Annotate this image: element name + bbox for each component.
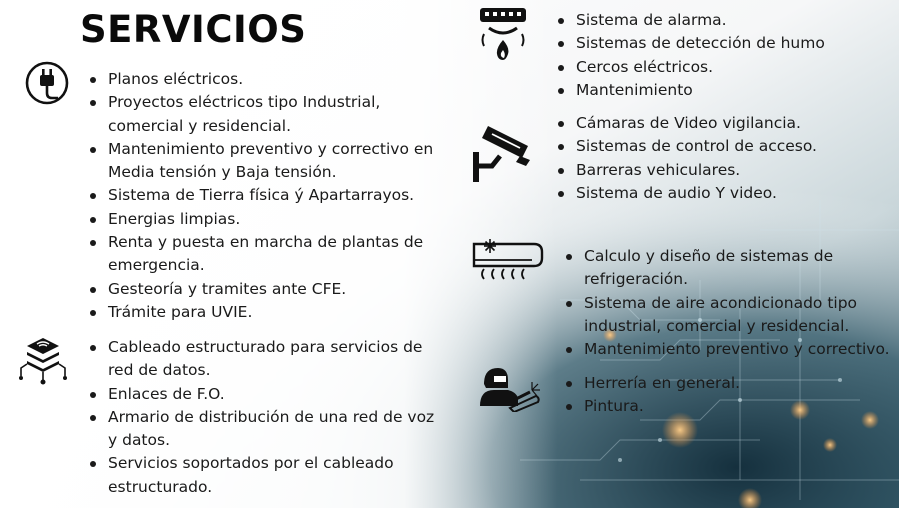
list-item: Sistema de aire acondicionado tipo industrial, comercial y residencial. [564,292,894,339]
list-item: Renta y puesta en marcha de plantas de emergencia. [88,231,448,278]
list-item: Sistemas de control de acceso. [556,135,886,158]
list-item: Sistema de alarma. [556,9,886,32]
list-item: Calculo y diseño de sistemas de refrigeración. [564,245,894,292]
cabling-services-list [88,336,448,499]
list-item: Cercos eléctricos. [556,56,886,79]
list-item: Mantenimiento [556,79,886,102]
welder-icon [474,362,542,412]
list-item: Herrería en general. [564,372,894,395]
electric-plug-icon [24,60,70,106]
page-title: SERVICIOS [80,8,307,51]
list-item: Barreras vehiculares. [556,159,886,182]
electrical-services-list [88,68,448,324]
list-item: Servicios soportados por el cableado estructurado. [88,452,448,499]
alarm-services-list [556,9,886,102]
security-services-list [556,112,886,205]
list-item: Sistema de audio Y video. [556,182,886,205]
list-item: Pintura. [564,395,894,418]
list-item: Planos eléctricos. [88,68,448,91]
list-item: Cámaras de Video vigilancia. [556,112,886,135]
list-item: Cableado estructurado para servicios de red de datos. [88,336,448,383]
list-item: Sistema de Tierra física ý Apartarrayos. [88,184,448,207]
smoke-detector-icon [476,4,530,64]
list-item: Trámite para UVIE. [88,301,448,324]
air-conditioner-icon [470,236,546,282]
welding-services-list [564,372,894,419]
list-item: Mantenimiento preventivo y correctivo. [564,338,894,361]
security-camera-icon [470,122,536,184]
hvac-services-list [564,245,894,361]
list-item: Armario de distribución de una red de voz y datos. [88,406,448,453]
network-layers-icon [18,332,68,388]
list-item: Sistemas de detección de humo [556,32,886,55]
list-item: Gesteoría y tramites ante CFE. [88,278,448,301]
list-item: Energias limpias. [88,208,448,231]
list-item: Mantenimiento preventivo y correctivo en Media tensión y Baja tensión. [88,138,448,185]
list-item: Enlaces de F.O. [88,383,448,406]
list-item: Proyectos eléctricos tipo Industrial, comercial y residencial. [88,91,448,138]
